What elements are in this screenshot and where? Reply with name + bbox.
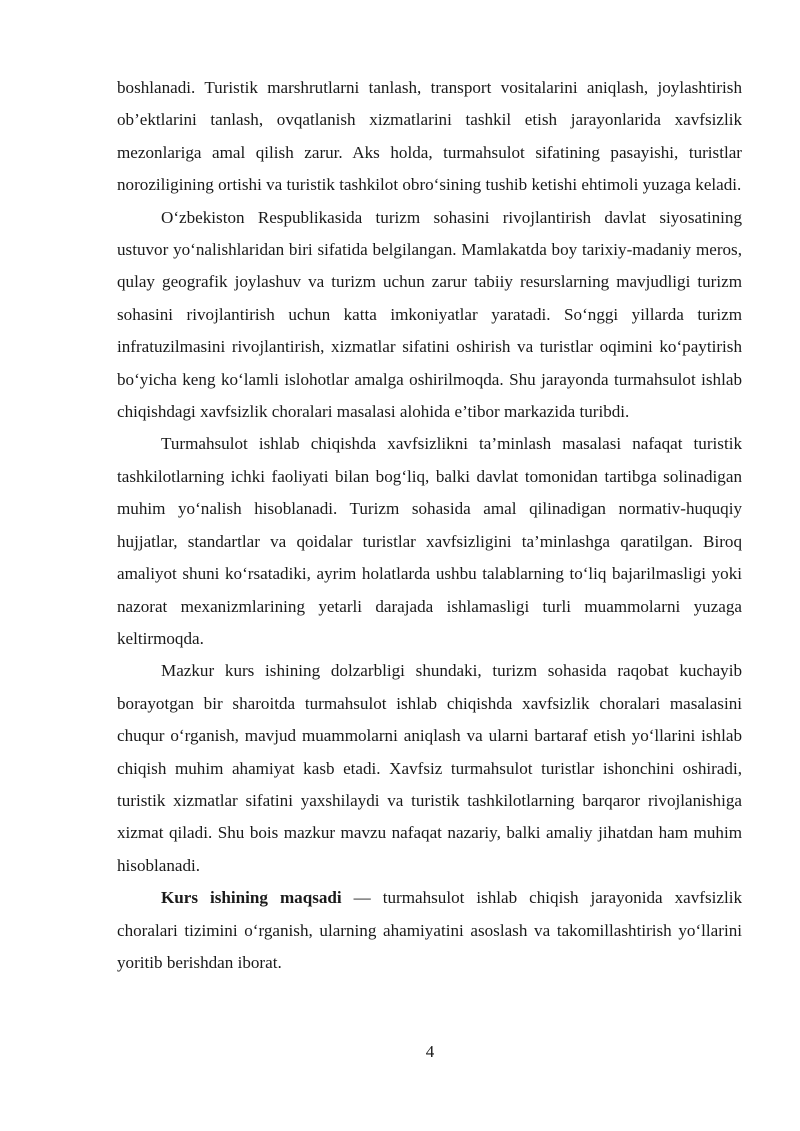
document-page — [117, 72, 742, 979]
goal-text: — turmahsulot ishlab chiqish jarayonida xavfsizlik choralari tizimini o‘rganish, ularning ahamiyatini asoslash va takomillashtirish yo‘llarini yoritib berishdan iborat. — [117, 888, 742, 972]
paragraph-tourism-policy: O‘zbekiston Respublikasida turizm sohasini rivojlantirish davlat siyosatining ustuvor yo‘nalishlaridan biri sifatida belgilangan. Mamlakatda boy tarixiy-madaniy meros, qulay geografik joylashuv va turizm uchun zarur tabiiy resurslarning mavjudligi turizm sohasini rivojlantirish uchun katta imkoniyatlar yaratadi. So‘nggi yillarda turizm infratuzilmasini rivojlantirish, xizmatlar sifatini oshirish va turistlar oqimini ko‘paytirish bo‘yicha keng ko‘lamli islohotlar amalga oshirilmoqda. Shu jarayonda turmahsulot ishlab chiqishdagi xavfsizlik choralari masalasi alohida e’tibor markazida turibdi. — [117, 207, 742, 422]
page-number: 4 — [425, 1042, 435, 1061]
paragraph-relevance: Mazkur kurs ishining dolzarbligi shundaki, turizm sohasida raqobat kuchayib borayotgan bir sharoitda turmahsulot ishlab chiqishda xavfsizlik choralari masalasini chuqur o‘rganish, mavjud muammolarni aniqlash va ularni bartaraf etish yo‘llarini ishlab chiqish muhim ahamiyat kasb etadi. Xavfsiz turmahsulot turistlar ishonchini oshiradi, turistik xizmatlar sifatini yaxshilaydi va turistik tashkilotlarning barqaror rivojlanishiga xizmat qiladi. Shu bois mazkur mavzu nafaqat nazariy, balki amaliy jihatdan ham muhim hisoblanadi. — [117, 661, 742, 875]
paragraph-safety-regulation: Turmahsulot ishlab chiqishda xavfsizlikni ta’minlash masalasi nafaqat turistik tashkilotlarning ichki faoliyati bilan bog‘liq, balki davlat tomonidan tartibga solinadigan muhim yo‘nalish hisoblanadi. Turizm sohasida amal qilinadigan normativ-huquqiy hujjatlar, standartlar va qoidalar turistlar xavfsizligini ta’minlashga qaratilgan. Biroq amaliyot shuni ko‘rsatadiki, ayrim holatlarda ushbu talablarning to‘liq bajarilmasligi yoki nazorat mexanizmlarining yetarli darajada ishlamasligi turli muammolarni yuzaga keltirmoqda. — [117, 434, 742, 648]
paragraph-continuation: boshlanadi. Turistik marshrutlarni tanlash, transport vositalarini aniqlash, joylashtirish ob’ektlarini tanlash, ovqatlanish xizmatlarini tashkil etish jarayonlarida xavfsizlik mezonlariga amal qilish zarur. Aks holda, turmahsulot sifatining pasayishi, turistlar noroziligining ortishi va turistik tashkilot obro‘sining tushib ketishi ehtimoli yuzaga keladi. — [117, 78, 742, 195]
paragraph-goal — [117, 882, 742, 979]
goal-heading: Kurs ishining maqsadi — [161, 888, 342, 908]
